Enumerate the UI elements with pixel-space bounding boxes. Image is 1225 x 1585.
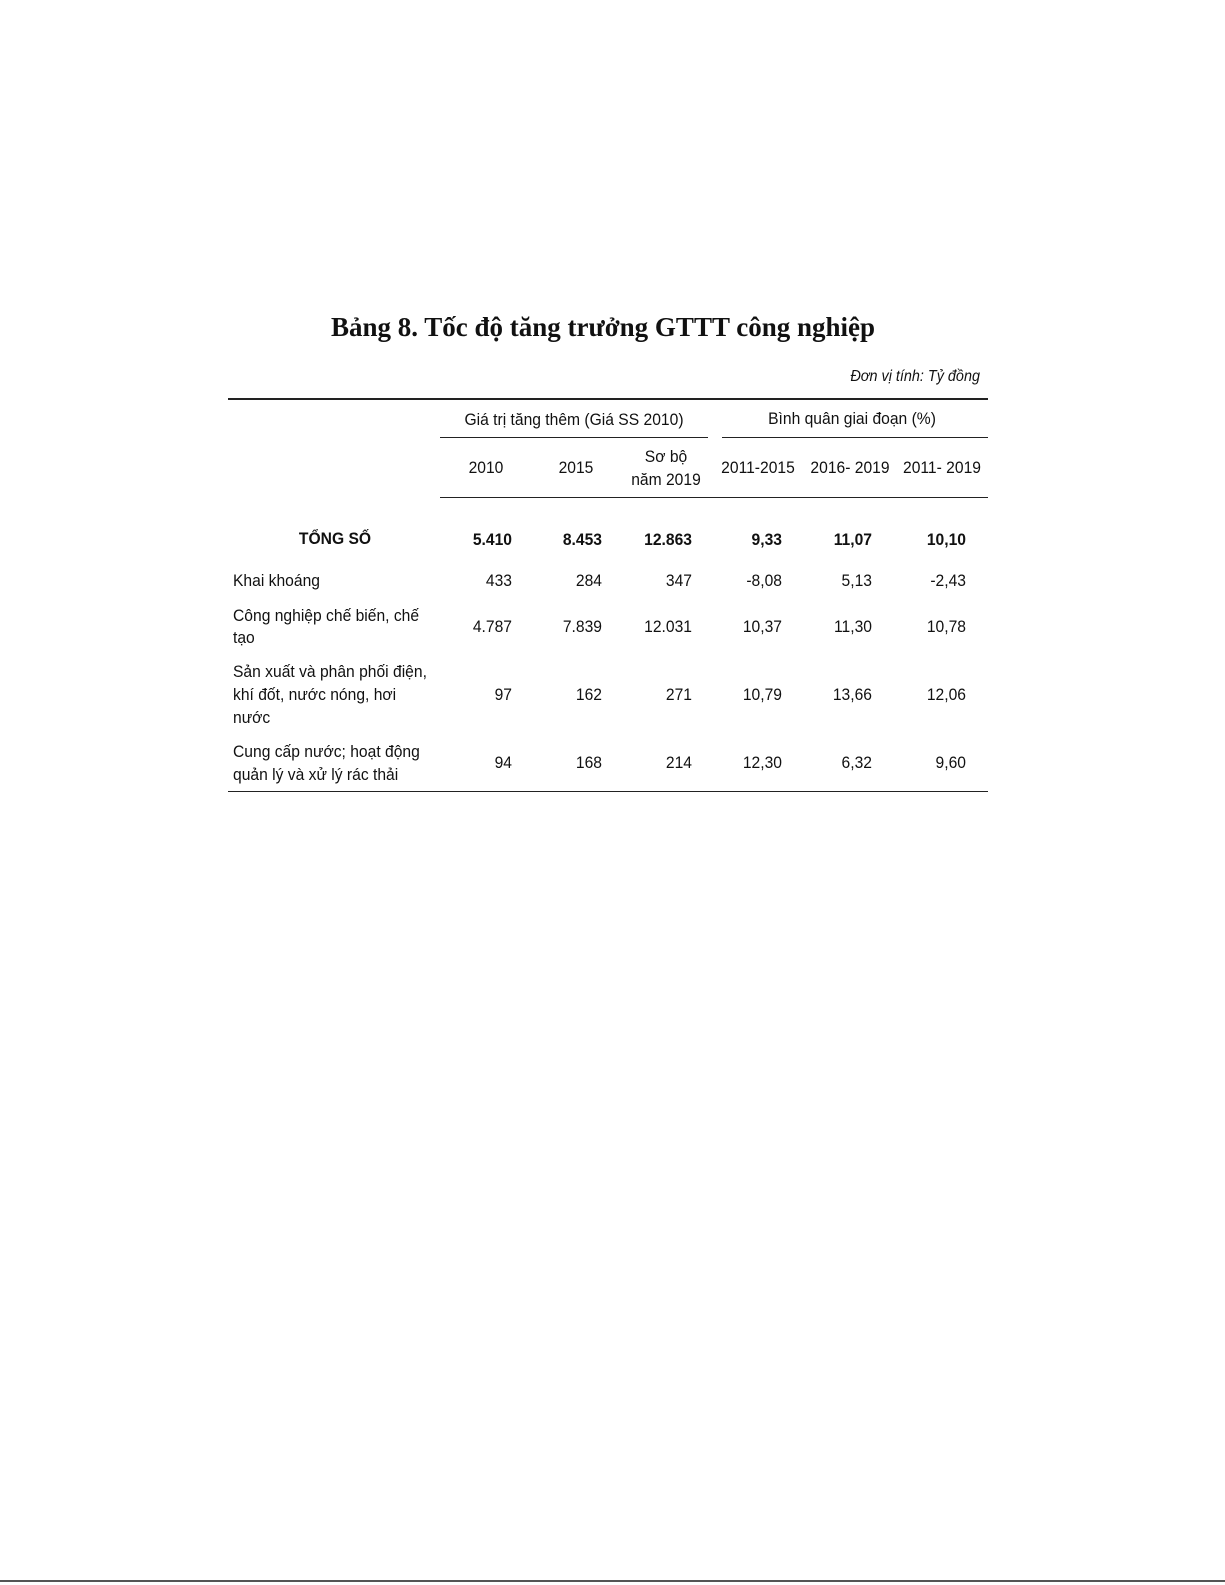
row-label: quản lý và xử lý rác thải xyxy=(233,765,399,784)
col-header-2010: 2010 xyxy=(468,458,504,477)
table-cell: 4.787 xyxy=(472,617,512,636)
row-label: khí đốt, nước nóng, hơi xyxy=(233,685,397,704)
table-cell: -8,08 xyxy=(746,571,782,590)
group-rule-value-added xyxy=(440,437,708,438)
table-title: Bảng 8. Tốc độ tăng trưởng GTTT công nghiệp xyxy=(330,312,876,342)
table-cell: 94 xyxy=(494,753,512,772)
table-cell: 12.863 xyxy=(644,530,692,549)
table-bottom-rule xyxy=(228,791,988,792)
table-cell: 5,13 xyxy=(841,571,872,590)
table-cell: 284 xyxy=(575,571,602,590)
col-header-2011-2015: 2011-2015 xyxy=(721,458,795,477)
col-header-2016-2019: 2016- 2019 xyxy=(810,458,890,477)
table-cell: -2,43 xyxy=(930,571,966,590)
row-label: Khai khoáng xyxy=(233,571,320,590)
table-cell: 11,30 xyxy=(834,617,872,636)
table-cell: 162 xyxy=(575,685,602,704)
table-cell: 12,30 xyxy=(742,753,782,772)
table-cell: 10,78 xyxy=(926,617,966,636)
table-cell: 433 xyxy=(485,571,512,590)
table-cell: 5.410 xyxy=(472,530,512,549)
table-cell: 347 xyxy=(665,571,692,590)
row-label: Công nghiệp chế biến, chế xyxy=(233,606,420,625)
table-cell: 168 xyxy=(575,753,602,772)
table-cell: 9,60 xyxy=(935,753,966,772)
row-label: TỔNG SỐ xyxy=(298,529,372,548)
header-bottom-rule xyxy=(440,497,988,498)
table-cell: 8.453 xyxy=(562,530,602,549)
row-label: Sản xuất và phân phối điện, xyxy=(233,662,427,681)
table-cell: 7.839 xyxy=(562,617,602,636)
table-cell: 12.031 xyxy=(644,617,692,636)
table-cell: 97 xyxy=(494,685,512,704)
table-cell: 6,32 xyxy=(841,753,872,772)
row-label: Cung cấp nước; hoạt động xyxy=(233,742,420,761)
col-header-2015: 2015 xyxy=(558,458,594,477)
table-cell: 10,10 xyxy=(926,530,966,549)
table-top-rule xyxy=(228,398,988,400)
table-cell: 10,37 xyxy=(742,617,782,636)
table-cell: 13,66 xyxy=(832,685,872,704)
page-edge-line xyxy=(0,1580,1225,1582)
col-header-2019-line1: Sơ bộ xyxy=(644,447,688,466)
unit-note: Đơn vị tính: Tỷ đồng xyxy=(850,368,980,385)
group-header-average: Bình quân giai đoạn (%) xyxy=(768,409,936,428)
table-cell: 10,79 xyxy=(742,685,782,704)
table-cell: 12,06 xyxy=(926,685,966,704)
row-label: tạo xyxy=(233,628,255,647)
group-rule-average xyxy=(722,437,988,438)
table-cell: 214 xyxy=(665,753,692,772)
group-header-value-added: Giá trị tăng thêm (Giá SS 2010) xyxy=(464,410,684,429)
row-label: nước xyxy=(233,708,271,727)
table-cell: 9,33 xyxy=(751,530,782,549)
col-header-2011-2019: 2011- 2019 xyxy=(903,458,981,477)
table-cell: 271 xyxy=(665,685,692,704)
col-header-2019-line2: năm 2019 xyxy=(631,470,701,489)
table-cell: 11,07 xyxy=(833,530,872,549)
